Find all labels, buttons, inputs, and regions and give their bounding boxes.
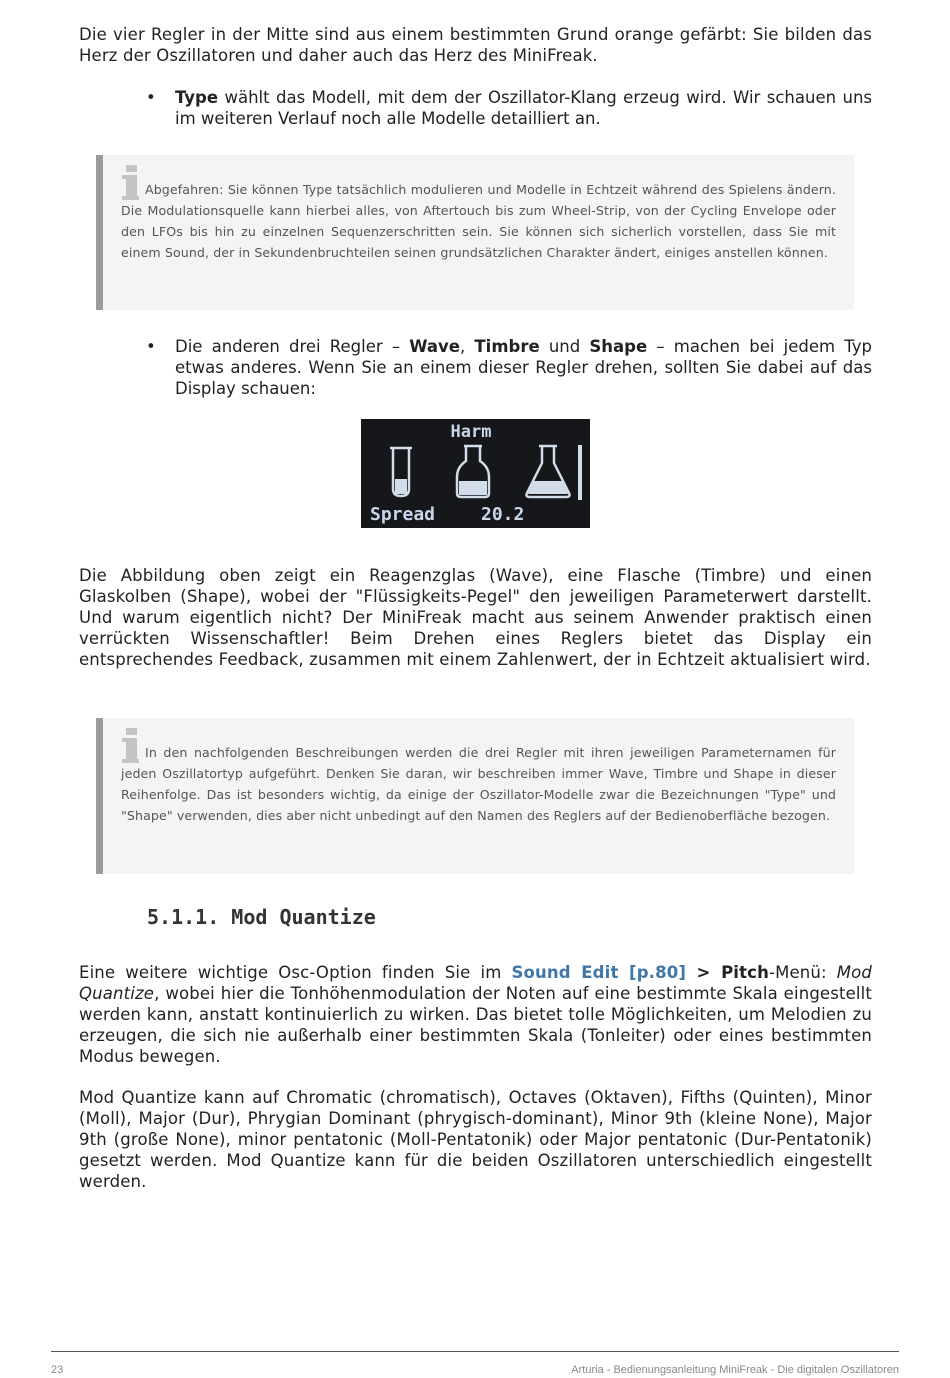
note-2-body: In den nachfolgenden Beschreibungen werden die drei Regler mit ihren jeweiligen Parameternamen für jeden Oszillatortyp aufgeführt. Denken Sie daran, wir beschreiben immer Wave, Timbre und Shape in dieser Reihenfolge. Das ist besonders wichtig, da einige der Oszillator-Modelle zwar die Bezeichnungen "Type" und "Shape" verwenden, dies aber nicht unbedingt auf den Namen des Reglers auf der Bedienoberfläche bezogen. bbox=[121, 745, 836, 823]
intro-paragraph: Die vier Regler in der Mitte sind aus einem bestimmten Grund orange gefärbt: Sie bilden das Herz der Oszillatoren und daher auch das Herz des MiniFreak. bbox=[79, 25, 872, 65]
pitch-menu-label: Pitch bbox=[721, 963, 769, 982]
bullet-type bbox=[146, 87, 872, 129]
footer-page-number: 23 bbox=[51, 1364, 64, 1376]
display-explanation-paragraph: Die Abbildung oben zeigt ein Reagenzglas (Wave), eine Flasche (Timbre) und einen Glaskolben (Shape), wobei der "Flüssigkeits-Pegel" den jeweiligen Parameterwert darstellt. Und warum eigentlich nicht? Der MiniFreak macht aus seinem Anwender praktisch einen verrückten Wissenschaftler! Beim Drehen eines Reglers bietet das Display ein entsprechendes Feedback, zusammen mit einem Zahlenwert, der in Echtzeit aktualisiert wird. bbox=[79, 566, 872, 669]
footer-divider bbox=[51, 1351, 899, 1352]
para3-arrow: > bbox=[686, 963, 722, 982]
footer-document-title: Arturia - Bedienungsanleitung MiniFreak - Die digitalen Oszillatoren bbox=[571, 1364, 899, 1376]
bullet-controls-text bbox=[175, 336, 872, 399]
note-1-body: Abgefahren: Sie können Type tatsächlich modulieren und Modelle in Echtzeit während des Spielens ändern. Die Modulationsquelle kann hierbei alles, von Aftertouch bis zum Wheel-Strip, von der Cycling Envelope oder den LFOs bis hin zu einzelnen Sequenzerschritten sein. Sie können sich sicherlich vorstellen, dass Sie mit einem Sound, der in Sekundenbruchteilen seinen grundsätzlichen Charakter ändert, einiges anstellen können. bbox=[121, 182, 836, 260]
shape-label: Shape bbox=[589, 337, 648, 356]
info-note-2 bbox=[96, 718, 854, 874]
display-parameter-value: 20.2 bbox=[481, 504, 525, 525]
sound-edit-link[interactable]: Sound Edit [p.80] bbox=[511, 963, 687, 982]
bullet-dot: • bbox=[146, 337, 156, 356]
bullet-controls-t4: – machen bei jedem Typ etwas anderes. Wenn Sie an einem dieser Regler drehen, sollten Sie dabei auf das Display schauen: bbox=[175, 337, 872, 398]
bullet-type-bold: Type bbox=[175, 88, 219, 107]
bullet-dot: • bbox=[146, 88, 156, 107]
test-tube-level bbox=[395, 479, 407, 494]
bullet-controls bbox=[146, 336, 872, 399]
flask-level bbox=[528, 481, 568, 494]
mod-quantize-options-paragraph: Mod Quantize kann auf Chromatic (chromatisch), Octaves (Oktaven), Fifths (Quinten), Minor (Moll), Major (Dur), Phrygian Dominant (phrygisch-dominant), Minor 9th (kleine None), Major 9th (große None), minor pentatonic (Moll-Pentatonik) oder Major pentatonic (Dur-Pentatonik) gesetzt werden. Mod Quantize kann für die beiden Oszillatoren unterschiedlich eingestellt werden. bbox=[79, 1088, 872, 1191]
section-heading: 5.1.1. Mod Quantize bbox=[147, 905, 376, 929]
display-parameter-name: Spread bbox=[370, 504, 436, 525]
para3-t3: -Menü: bbox=[768, 963, 837, 982]
oscillator-display-image bbox=[361, 419, 590, 528]
mod-quantize-intro-paragraph bbox=[79, 962, 872, 1067]
wave-label: Wave bbox=[409, 337, 460, 356]
bullet-controls-t2: , bbox=[459, 337, 475, 356]
para3-t4: , wobei hier die Tonhöhenmodulation der Noten auf eine bestimmte Skala eingestellt werden kann, anstatt kontinuierlich zu wirken. Das bietet tolle Möglichkeiten, um Melodien zu erzeugen, die sich nie außerhalb einer bestimmten Skala (Tonleiter) oder eines bestimmten Modus bewegen. bbox=[79, 984, 872, 1066]
note-1-text bbox=[121, 179, 836, 263]
bottle-level bbox=[459, 481, 487, 495]
bullet-controls-t3: und bbox=[539, 337, 590, 356]
display-title: Harm bbox=[450, 422, 492, 442]
bullet-type-body: wählt das Modell, mit dem der Oszillator-Klang erzeug wird. Wir schauen uns im weiteren Verlauf noch alle Modelle detailliert an. bbox=[175, 88, 872, 128]
display-level-bar bbox=[578, 445, 582, 500]
bullet-controls-t1: Die anderen drei Regler – bbox=[175, 337, 410, 356]
note-2-text bbox=[121, 742, 836, 826]
info-note-1 bbox=[96, 155, 854, 310]
para3-t1: Eine weitere wichtige Osc-Option finden Sie im bbox=[79, 963, 512, 982]
timbre-label: Timbre bbox=[474, 337, 540, 356]
mod-quantize-term: Mod Quantize bbox=[79, 963, 872, 1003]
bullet-type-text bbox=[175, 87, 872, 129]
